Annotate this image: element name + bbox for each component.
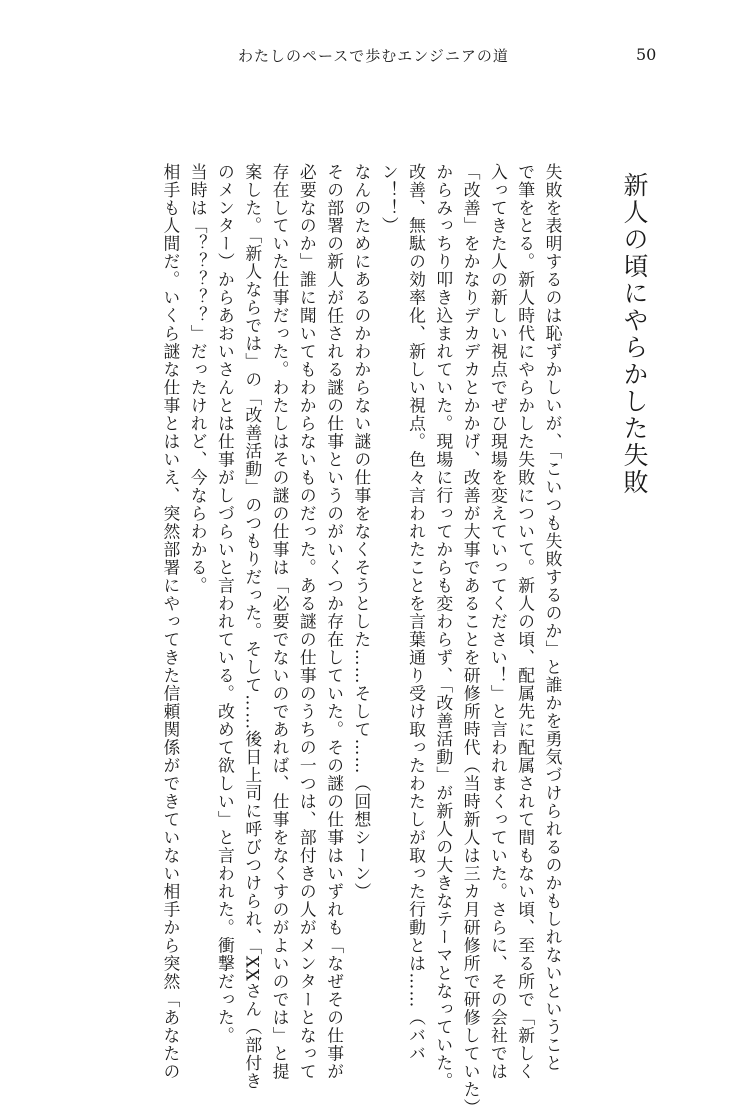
text-line: なんのためにあるのかわからない謎の仕事をなくそうとした……そして……（回想シーン） [351,163,372,901]
chapter-title: 新人の頃にやらかした失敗 [620,172,649,496]
text-line: 「改善」をかなりデカデカとかかげ、改善が大事であることを研修所時代（当時新人は三カ月研修所で研修していた） [461,163,482,1116]
text-line: のメンター）からあおいさんとは仕事がしづらいと言われている。改めて欲しい」と言われた。衝撃だった。 [215,163,236,1045]
text-line: で筆をとる。新人時代にやらかした失敗について。新人の頃、配属先に配属されて間もない頃、至る所で「新しく [515,163,536,1081]
text-line: 入ってきた人の新しい視点でぜひ現場を変えていってください！」と言われまくっていた。さらに、その会社では [488,163,509,1081]
text-line: 案した。「新人ならでは」の「改善活動」のつもりだった。そして……後日上司に呼びつけられ、「XXさん（部付き [242,163,263,1090]
text-line: その部署の新人が任される謎の仕事というのがいくつか存在していた。その謎の仕事はいずれも「なぜその仕事が [324,163,345,1081]
running-title: わたしのペースで歩むエンジニアの道 [238,47,509,65]
body-text [157,163,566,1116]
text-line: 失敗を表明するのは恥ずかしいが、「こいつも失敗するのか」と誰かを勇気づけられるのかもしれないということ [543,163,563,1073]
text-line: 改善、無駄の効率化、新しい視点。色々言われたことを言葉通り受け取ったわたしが取った行動とは……（ババ [406,163,427,1063]
text-line: 存在していた仕事だった。わたしはその謎の仕事は「必要でないのであれば、仕事をなくすのがよいのでは」と提 [270,163,291,1081]
text-line: 相手も人間だ。いくら謎な仕事とはいえ、突然部署にやってきた信頼関係ができていない相手から突然「あなたの [160,163,181,1081]
text-line: 当時は「？？？？？」だったけれど、今ならわかる。 [188,163,209,595]
text-line: からみっちり叩き込まれていた。現場に行ってからも変わらず、「改善活動」が新人の大きなテーマとなっていた。 [433,163,454,1091]
text-line: 必要なのか」誰に聞いてもわからないものだった。ある謎の仕事のうちの一つは、部付きの人がメンターとなって [297,163,318,1081]
page-number: 50 [636,45,657,64]
text-line: ン！！） [379,163,400,235]
